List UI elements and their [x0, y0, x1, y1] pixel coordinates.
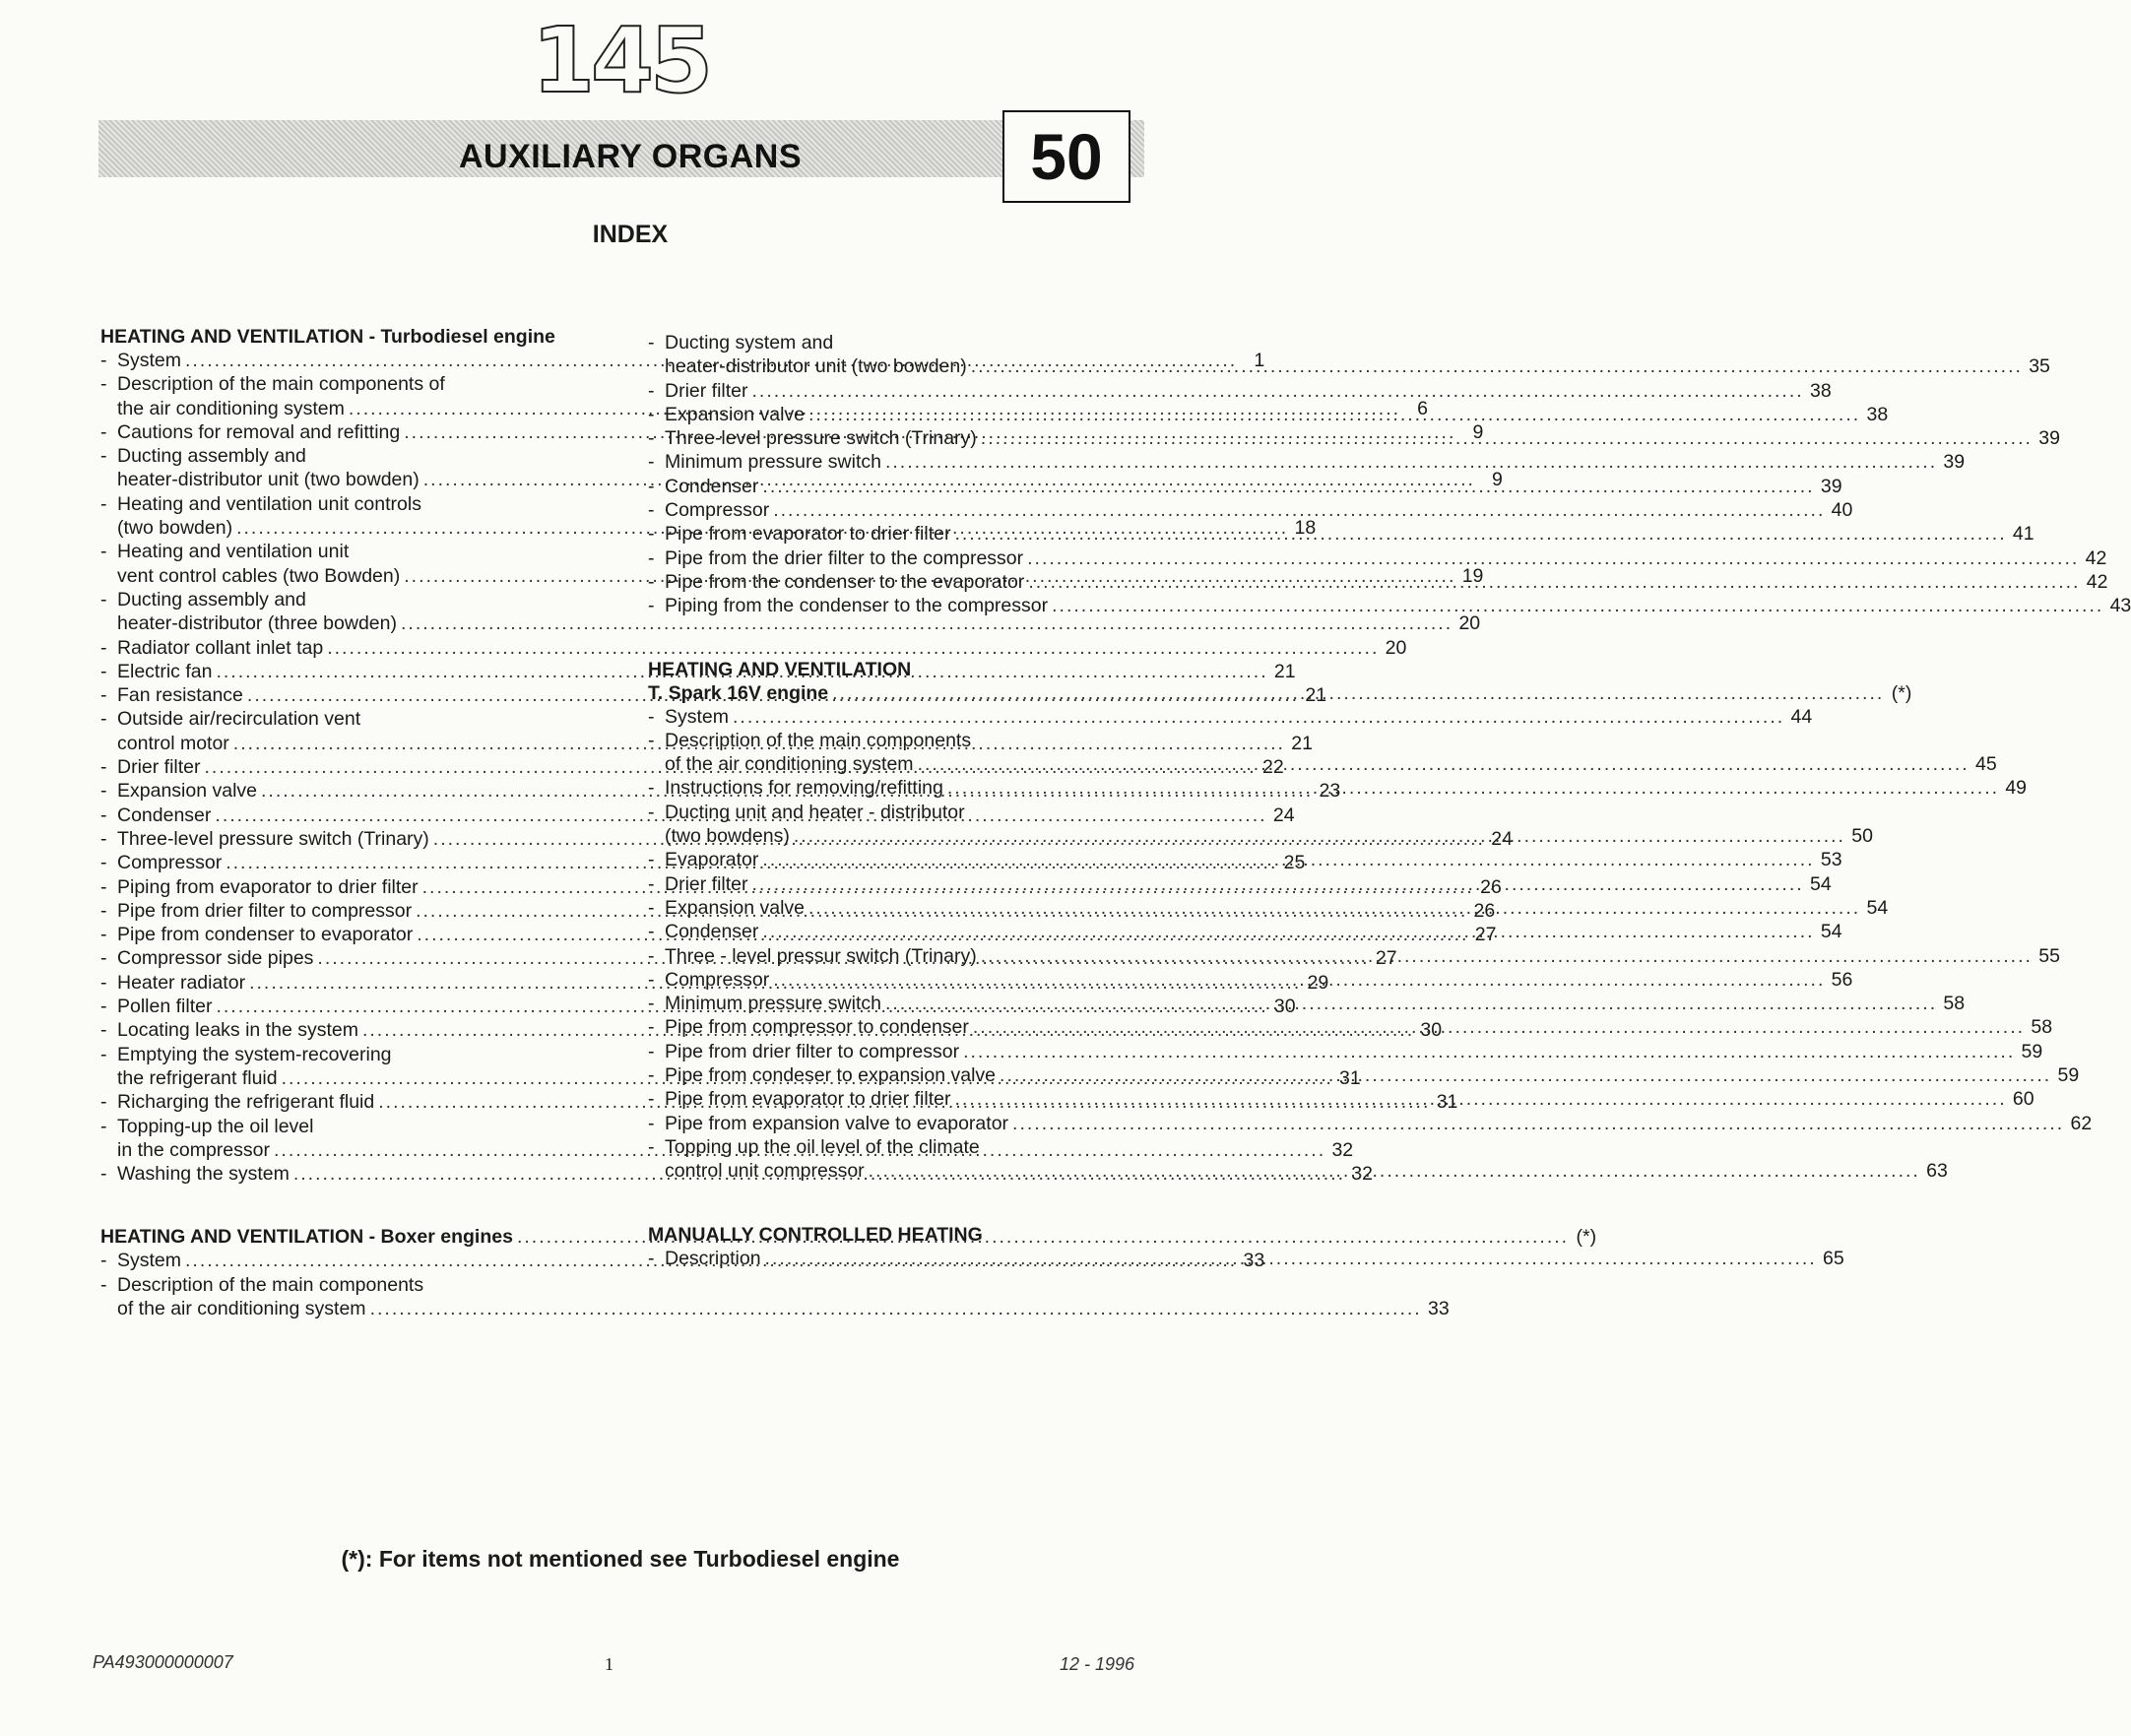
- bullet-dash: -: [648, 801, 655, 823]
- leader-dots: [973, 1015, 2025, 1039]
- bullet-dash: -: [648, 705, 655, 728]
- section-title: AUXILIARY ORGANS: [458, 138, 803, 175]
- list-item: [100, 1273, 599, 1297]
- bullet-dash: -: [648, 729, 655, 751]
- list-item: [100, 444, 599, 468]
- bullet-dash: -: [648, 1064, 655, 1087]
- item-page: 24: [1272, 804, 1295, 826]
- edition-date: 12 - 1996: [1060, 1654, 1135, 1674]
- bullet-dash: -: [648, 595, 655, 617]
- item-text: Ducting assembly and: [117, 445, 306, 468]
- leader-dots: [752, 379, 1804, 403]
- item-page: 24: [1491, 827, 1513, 850]
- leader-dots: [1012, 1112, 2064, 1135]
- item-text: heater-distributor unit (two bowden): [665, 355, 967, 378]
- item-text: Pipe from drier filter to compressor: [117, 899, 413, 922]
- bullet-dash: -: [648, 403, 655, 425]
- item-text: Drier filter: [665, 872, 748, 895]
- item-page: 39: [1943, 451, 1966, 474]
- item-text: in the compressor: [117, 1138, 270, 1161]
- leader-dots: [762, 475, 1814, 498]
- bullet-dash: -: [648, 570, 655, 593]
- leader-dots: [765, 1247, 1817, 1270]
- item-page: 63: [1926, 1160, 1948, 1183]
- item-page: 32: [1351, 1163, 1373, 1186]
- bullet-dash: -: [648, 1088, 655, 1111]
- item-text: Topping-up the oil level: [117, 1115, 314, 1137]
- turbodiesel-heading: [100, 325, 599, 349]
- list-item: [648, 331, 1155, 354]
- item-page: 54: [1809, 872, 1832, 895]
- bullet-dash: -: [648, 1135, 655, 1158]
- item-text: System: [665, 705, 730, 728]
- item-text: Washing the system: [117, 1163, 290, 1186]
- leader-dots: [733, 705, 1784, 729]
- item-page: 9: [1492, 469, 1503, 491]
- list-item: [100, 707, 599, 731]
- item-text: Outside air/recirculation vent: [117, 708, 361, 731]
- item-page: 30: [1420, 1019, 1443, 1042]
- leader-dots: [808, 403, 1860, 426]
- item-text: Emptying the system-recovering: [117, 1043, 392, 1065]
- item-text: the refrigerant fluid: [117, 1066, 278, 1089]
- item-page: 21: [1305, 684, 1327, 707]
- bullet-dash: -: [100, 899, 107, 922]
- bullet-dash: -: [100, 350, 107, 371]
- item-text: Three-level pressure switch (Trinary): [117, 827, 429, 850]
- list-item: [100, 875, 1502, 899]
- bullet-dash: -: [100, 373, 107, 396]
- item-text: Ducting assembly and: [117, 588, 306, 611]
- list-item: [648, 594, 2131, 617]
- bullet-dash: -: [100, 1163, 107, 1186]
- item-text: control unit compressor: [665, 1160, 865, 1183]
- item-page: 30: [1273, 996, 1296, 1018]
- bullet-dash: -: [100, 420, 107, 443]
- item-page: 9: [1472, 420, 1484, 443]
- item-text: Electric fan: [117, 660, 213, 682]
- list-item: [648, 547, 2107, 570]
- index-title: INDEX: [592, 221, 669, 248]
- item-text: Pipe from the drier filter to the compressor: [665, 547, 1024, 569]
- boxer-heading-rest: Boxer engines: [380, 1226, 513, 1249]
- list-item: [100, 923, 1497, 946]
- bullet-dash: -: [648, 332, 655, 354]
- bullet-dash: -: [100, 1115, 107, 1137]
- item-text: Description of the main components of: [117, 373, 445, 396]
- item-page: 23: [1319, 780, 1341, 803]
- bullet-dash: -: [100, 541, 107, 563]
- leader-dots: [752, 872, 1804, 896]
- leader-dots: [885, 450, 1937, 474]
- list-item: [100, 588, 599, 611]
- item-page: 58: [1943, 993, 1966, 1015]
- item-page: 18: [1294, 517, 1317, 540]
- item-text: Heater radiator: [117, 971, 246, 994]
- leader-dots: [762, 848, 1814, 871]
- leader-dots: [869, 1159, 1920, 1183]
- item-page: 39: [2038, 427, 2060, 450]
- tspark-heading-line1: HEATING AND VENTILATION: [648, 658, 912, 680]
- leader-dots: [794, 824, 1845, 848]
- item-page: 32: [1331, 1138, 1354, 1161]
- list-item: [648, 705, 1813, 729]
- list-item: [648, 475, 1842, 498]
- item-text: Topping up the oil level of the climate: [665, 1135, 980, 1158]
- item-text: Cautions for removal and refitting: [117, 420, 401, 443]
- bullet-dash: -: [100, 852, 107, 874]
- item-page: 42: [2085, 547, 2107, 569]
- item-page: 58: [2031, 1016, 2053, 1039]
- leader-dots: [808, 896, 1860, 920]
- item-page: 33: [1243, 1250, 1265, 1272]
- item-page: 65: [1823, 1247, 1844, 1269]
- bullet-dash: -: [648, 968, 655, 991]
- bullet-dash: -: [100, 996, 107, 1018]
- bullet-dash: -: [648, 547, 655, 569]
- tspark-heading-text: T. Spark 16V engine: [648, 681, 829, 704]
- item-page: 50: [1851, 825, 1873, 848]
- leader-dots: [971, 354, 2023, 378]
- bullet-dash: -: [100, 924, 107, 946]
- item-page: 56: [1831, 968, 1853, 991]
- bullet-dash: -: [648, 872, 655, 895]
- list-item: [648, 379, 1832, 403]
- item-page: 60: [2012, 1088, 2034, 1111]
- leader-dots: [832, 681, 1884, 705]
- item-page: 35: [2029, 355, 2050, 378]
- item-page: 25: [1283, 852, 1306, 874]
- bullet-dash: -: [100, 684, 107, 707]
- list-item: [648, 1112, 2093, 1135]
- bullet-dash: -: [648, 993, 655, 1015]
- item-text: Condenser: [117, 804, 212, 826]
- list-item: [100, 636, 1407, 660]
- list-item: [100, 492, 599, 516]
- item-text: Ducting unit and heater - distributor: [665, 801, 965, 823]
- item-text: Condenser: [665, 921, 759, 943]
- item-text: Richarging the refrigerant fluid: [117, 1091, 375, 1114]
- leader-dots: [1028, 570, 2080, 594]
- item-text: Piping from the condenser to the compressor: [665, 595, 1049, 617]
- bullet-dash: -: [100, 1273, 107, 1296]
- item-text: Pipe from the condenser to the evaporator: [665, 570, 1025, 593]
- item-text: Drier filter: [117, 756, 201, 779]
- item-page: 21: [1291, 732, 1313, 754]
- item-text: Pipe from evaporator to drier filter: [665, 523, 951, 546]
- leader-dots: [773, 498, 1825, 522]
- item-page: 38: [1809, 379, 1832, 402]
- item-page: 27: [1375, 947, 1397, 970]
- bullet-dash: -: [100, 492, 107, 515]
- item-page: 53: [1820, 849, 1842, 871]
- item-text: Description of the main components: [117, 1273, 424, 1296]
- leader-dots: [1052, 594, 2103, 617]
- item-text: Condenser: [665, 475, 759, 497]
- item-text: Instructions for removing/refitting: [665, 777, 943, 800]
- item-page: 39: [1820, 475, 1842, 497]
- item-text: Three-level pressure switch (Trinary): [665, 427, 977, 450]
- leader-dots: [762, 920, 1814, 943]
- list-item: [100, 1115, 599, 1138]
- item-text: Pipe from drier filter to compressor: [665, 1040, 960, 1062]
- item-text: Compressor: [665, 499, 770, 522]
- manual-heading: MANUALLY CONTROLLED HEATING: [648, 1223, 983, 1246]
- bullet-dash: -: [100, 660, 107, 682]
- leader-dots: [947, 776, 1999, 800]
- bullet-dash: -: [100, 875, 107, 898]
- model-logo: 145: [531, 8, 710, 113]
- item-page: 43: [2109, 595, 2131, 617]
- list-item: [100, 1043, 599, 1066]
- item-page: 59: [2057, 1064, 2080, 1087]
- bullet-dash: -: [648, 451, 655, 474]
- list-item: [648, 403, 1889, 426]
- turbodiesel-heading-rest: Turbodiesel engine: [380, 326, 555, 348]
- list-item: [100, 540, 599, 563]
- bullet-dash: -: [100, 827, 107, 850]
- item-text: Description of the main components: [665, 729, 972, 751]
- bullet-dash: -: [100, 636, 107, 659]
- list-item: [648, 1040, 2043, 1063]
- item-page: 59: [2021, 1040, 2043, 1062]
- list-item: [100, 1297, 1450, 1320]
- leader-dots: [370, 1297, 1422, 1320]
- item-text: Expansion valve: [117, 780, 258, 803]
- item-text: Pipe from evaporator to drier filter: [665, 1088, 951, 1111]
- item-page: 45: [1975, 753, 1997, 776]
- bullet-dash: -: [100, 1043, 107, 1065]
- item-text: Locating leaks in the system: [117, 1019, 358, 1042]
- item-page: 26: [1473, 899, 1496, 922]
- leader-dots: [981, 944, 2033, 968]
- item-text: Heating and ventilation unit controls: [117, 492, 421, 515]
- bullet-dash: -: [648, 1112, 655, 1134]
- item-page: 26: [1480, 875, 1502, 898]
- leader-dots: [773, 968, 1825, 992]
- item-text: the air conditioning system: [117, 397, 345, 419]
- boxer-heading-page: (*): [1576, 1226, 1597, 1249]
- item-text: Fan resistance: [117, 684, 243, 707]
- item-text: Pollen filter: [117, 996, 213, 1018]
- bullet-dash: -: [648, 777, 655, 800]
- bullet-dash: -: [100, 947, 107, 970]
- item-text: Drier filter: [665, 379, 748, 402]
- list-item: [100, 372, 599, 396]
- item-page: 62: [2070, 1112, 2093, 1134]
- item-page: 42: [2086, 570, 2108, 593]
- item-text: System: [117, 350, 182, 371]
- bullet-dash: -: [648, 379, 655, 402]
- item-text: vent control cables (two Bowden): [117, 564, 401, 587]
- item-text: System: [117, 1250, 182, 1272]
- list-item: [648, 1135, 1155, 1159]
- item-text: heater-distributor unit (two bowden): [117, 469, 420, 491]
- item-page: 54: [1820, 921, 1842, 943]
- bullet-dash: -: [100, 971, 107, 994]
- item-text: Piping from evaporator to drier filter: [117, 875, 419, 898]
- item-page: 44: [1790, 705, 1813, 728]
- footnote: (*): For items not mentioned see Turbodiesel engine: [341, 1546, 900, 1572]
- leader-dots: [954, 522, 2006, 546]
- item-page: 27: [1474, 924, 1497, 946]
- tspark-heading-page: (*): [1891, 681, 1912, 704]
- item-text: Compressor: [117, 852, 223, 874]
- bullet-dash: -: [648, 427, 655, 450]
- boxer-list: [100, 1249, 1450, 1320]
- leader-dots: [1000, 1063, 2051, 1087]
- list-item: [648, 450, 1966, 474]
- bullet-dash: -: [648, 944, 655, 967]
- item-text: of the air conditioning system: [665, 753, 914, 776]
- item-text: Pipe from compressor to condenser: [665, 1016, 969, 1039]
- item-page: 54: [1866, 896, 1889, 919]
- item-page: 29: [1307, 971, 1329, 994]
- item-text: Pipe from condenser to evaporator: [117, 924, 414, 946]
- item-text: Radiator collant inlet tap: [117, 636, 324, 659]
- bullet-dash: -: [100, 756, 107, 779]
- turbodiesel-heading-bold: HEATING AND VENTILATION -: [100, 326, 381, 348]
- bullet-dash: -: [648, 896, 655, 919]
- bullet-dash: -: [100, 708, 107, 731]
- item-text: control motor: [117, 732, 229, 754]
- item-page: 55: [2038, 944, 2060, 967]
- list-item: [648, 801, 1155, 824]
- bullet-dash: -: [648, 523, 655, 546]
- item-page: 20: [1385, 636, 1407, 659]
- item-text: Minimum pressure switch: [665, 451, 881, 474]
- item-page: 20: [1458, 612, 1481, 635]
- bullet-dash: -: [648, 921, 655, 943]
- item-page: 19: [1461, 564, 1484, 587]
- item-page: 22: [1261, 756, 1284, 779]
- list-item: [648, 426, 2060, 450]
- bullet-dash: -: [648, 1040, 655, 1062]
- item-text: heater-distributor (three bowden): [117, 612, 397, 635]
- section-number-box: 50: [1002, 110, 1130, 203]
- item-page: 21: [1273, 660, 1296, 682]
- item-text: Ducting system and: [665, 332, 834, 354]
- item-text: Expansion valve: [665, 896, 806, 919]
- item-page: 41: [2012, 523, 2034, 546]
- item-text: (two bowdens): [665, 825, 790, 848]
- item-page: 49: [2005, 777, 2028, 800]
- leader-dots: [963, 1040, 2015, 1063]
- document-code: PA493000000007: [93, 1652, 233, 1672]
- bullet-dash: -: [100, 1250, 107, 1272]
- bullet-dash: -: [100, 588, 107, 611]
- item-page: 6: [1417, 397, 1429, 419]
- item-page: 40: [1831, 499, 1853, 522]
- item-text: Heating and ventilation unit: [117, 541, 350, 563]
- leader-dots: [918, 752, 1970, 776]
- item-text: Expansion valve: [665, 403, 806, 425]
- list-item: [648, 354, 2050, 378]
- bullet-dash: -: [100, 804, 107, 826]
- item-text: Pipe from condeser to expansion valve: [665, 1064, 997, 1087]
- item-page: 1: [1254, 350, 1265, 371]
- item-page: 31: [1436, 1091, 1458, 1114]
- item-text: Description: [665, 1247, 761, 1269]
- leader-dots: [954, 1087, 2006, 1111]
- bullet-dash: -: [648, 499, 655, 522]
- bullet-dash: -: [100, 1019, 107, 1042]
- boxer-heading-bold: HEATING AND VENTILATION -: [100, 1226, 381, 1249]
- item-text: Evaporator: [665, 849, 759, 871]
- leader-dots: [885, 992, 1937, 1015]
- leader-dots: [1027, 547, 2079, 570]
- list-item: [648, 498, 1853, 522]
- item-text: Three - level pressur switch (Trinary): [665, 944, 977, 967]
- bullet-dash: -: [648, 1247, 655, 1269]
- bullet-dash: -: [648, 1016, 655, 1039]
- list-item: [648, 729, 1155, 752]
- item-page: 38: [1866, 403, 1889, 425]
- item-text: Compressor: [665, 968, 770, 991]
- bullet-dash: -: [100, 445, 107, 468]
- item-text: of the air conditioning system: [117, 1297, 366, 1319]
- page-number: 1: [605, 1654, 613, 1674]
- item-text: (two bowden): [117, 517, 233, 540]
- item-text: Compressor side pipes: [117, 947, 314, 970]
- item-text: Pipe from expansion valve to evaporator: [665, 1112, 1009, 1134]
- bullet-dash: -: [648, 475, 655, 497]
- item-page: 31: [1339, 1066, 1361, 1089]
- bullet-dash: -: [648, 849, 655, 871]
- list-item: [100, 611, 1481, 635]
- leader-dots: [981, 426, 2033, 450]
- bullet-dash: -: [100, 1091, 107, 1114]
- bullet-dash: -: [100, 780, 107, 803]
- item-page: 33: [1428, 1297, 1450, 1319]
- item-text: Minimum pressure switch: [665, 993, 881, 1015]
